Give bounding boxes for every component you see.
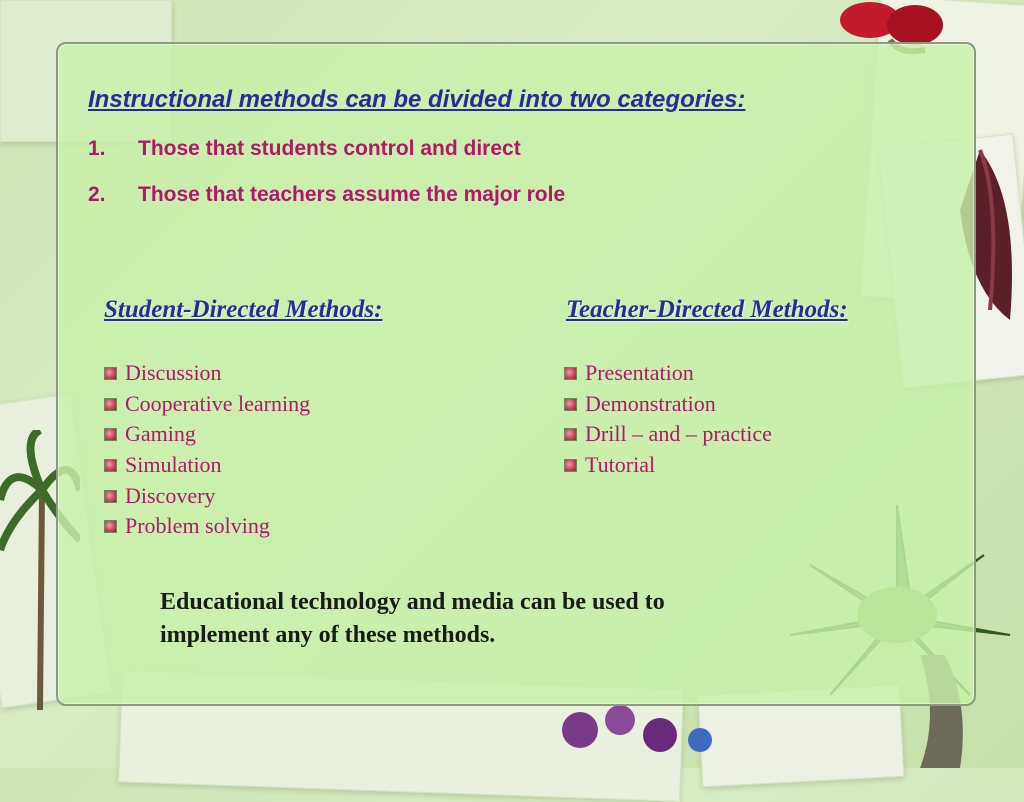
flower-bullet-icon (104, 459, 117, 472)
list-item (104, 450, 310, 481)
list-item (104, 358, 310, 389)
flower-bullet-icon (104, 490, 117, 503)
teacher-methods-title: Teacher-Directed Methods: (566, 296, 848, 323)
method-label: Discovery (125, 482, 216, 508)
category-number: 1. (88, 137, 106, 160)
flower-bullet-icon (104, 398, 117, 411)
flower-bullet-icon (104, 520, 117, 533)
list-item (564, 358, 772, 389)
list-item (104, 389, 310, 420)
list-item (564, 419, 772, 450)
method-label: Problem solving (125, 513, 270, 539)
student-methods-title: Student-Directed Methods: (104, 296, 383, 323)
method-label: Demonstration (585, 390, 716, 416)
flower-bullet-icon (104, 428, 117, 441)
flower-bullet-icon (564, 428, 577, 441)
list-item (104, 419, 310, 450)
student-methods-list (104, 358, 310, 542)
flower-bullet-icon (564, 459, 577, 472)
method-label: Presentation (585, 360, 694, 385)
flower-bullet-icon (564, 367, 577, 380)
method-label: Tutorial (585, 452, 656, 478)
category-number: 2. (88, 183, 106, 206)
flower-bullet-icon (104, 367, 117, 380)
category-item (88, 137, 521, 161)
slide-heading: Instructional methods can be divided into two categories: (88, 86, 746, 113)
method-label: Simulation (125, 452, 222, 478)
purple-flower-illustration (540, 700, 720, 768)
method-label: Drill – and – practice (585, 421, 772, 447)
method-label: Discussion (125, 360, 222, 385)
category-text: Those that teachers assume the major role (138, 183, 566, 206)
list-item (564, 389, 772, 420)
list-item (564, 450, 772, 481)
category-item (88, 183, 565, 207)
method-label: Cooperative learning (125, 390, 311, 416)
closing-note: Educational technology and media can be used to implement any of these methods. (160, 589, 665, 648)
category-text: Those that students control and direct (138, 137, 521, 160)
list-item (104, 511, 310, 542)
method-label: Gaming (125, 421, 196, 447)
teacher-methods-list (564, 358, 772, 481)
list-item (104, 481, 310, 512)
flower-bullet-icon (564, 398, 577, 411)
